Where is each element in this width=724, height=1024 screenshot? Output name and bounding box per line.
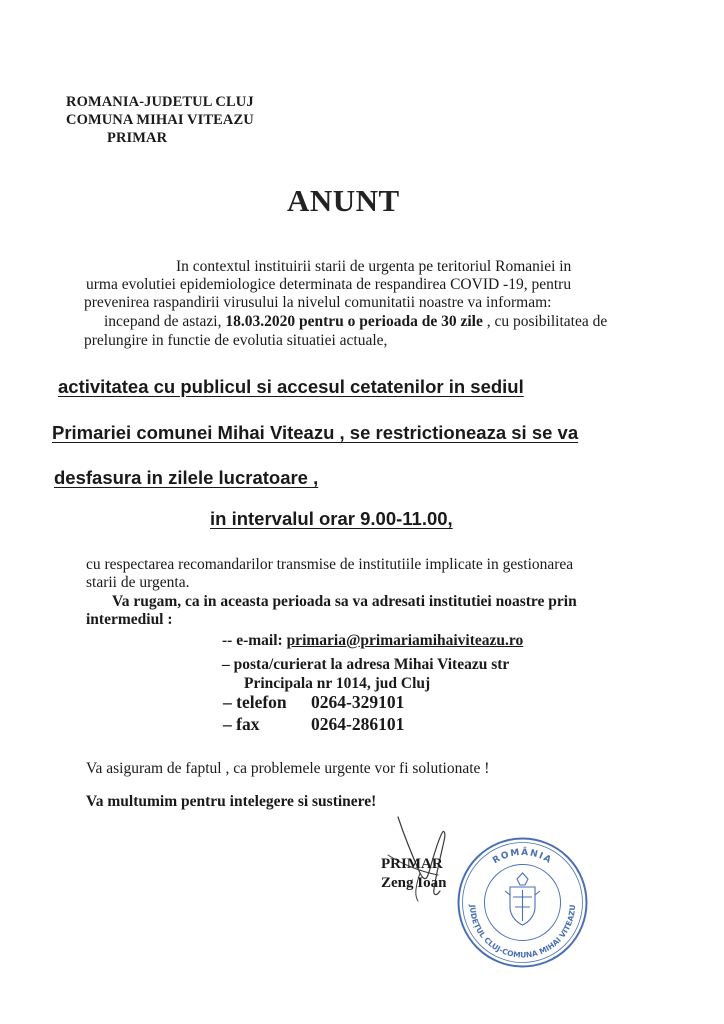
contact-post-line-2: Principala nr 1014, jud Cluj (244, 675, 431, 692)
respect-line-1: cu respectarea recomandarilor transmise de institutiile implicate in gestionarea (86, 556, 574, 573)
email-link[interactable]: primaria@primariamihaiviteazu.ro (286, 632, 524, 649)
intro-line-1: In contextul instituirii starii de urgenta pe teritoriul Romaniei in (176, 258, 572, 275)
intro-line-5: prelungire in functie de evolutia situatiei actuale, (84, 332, 388, 349)
intro-period: 18.03.2020 pentru o perioada de 30 zile (225, 313, 483, 330)
signature-name: Zeng Ioan (381, 875, 447, 891)
closing-assure: Va asiguram de faptul , ca problemele urgente vor fi solutionate ! (86, 760, 490, 777)
intro-line-3: prevenirea raspandirii virusului la nivelul comunitatii noastre va informam: (84, 294, 552, 311)
phone-label: – telefon (223, 692, 287, 712)
contact-email (222, 632, 523, 650)
intro-line-4 (104, 313, 607, 331)
intro-line-2: urma evolutiei epidemiologice determinata de respandirea COVID -19, pentru (86, 276, 572, 293)
header-county: ROMANIA-JUDETUL CLUJ (66, 94, 254, 110)
page-title: ANUNT (287, 183, 400, 218)
signature-role: PRIMAR (381, 856, 443, 872)
highlight-line-2: Primariei comunei Mihai Viteazu , se restrictioneaza si se va (52, 422, 579, 443)
request-line-2: intermediul : (86, 611, 173, 628)
header-commune: COMUNA MIHAI VITEAZU (66, 112, 254, 128)
intro-line-4-start: incepand de astazi, (104, 313, 226, 330)
official-stamp (455, 835, 590, 970)
closing-thanks: Va multumim pentru intelegere si sustinere! (86, 793, 377, 810)
svg-text:ROMÂNIA: ROMÂNIA (491, 847, 554, 867)
contact-phone (223, 692, 404, 713)
svg-text:JUDEȚUL CLUJ-COMUNA MIHAI VITE: JUDEȚUL CLUJ-COMUNA MIHAI VITEAZU (467, 904, 578, 960)
respect-line-2: starii de urgenta. (86, 574, 190, 591)
highlight-line-4: in intervalul orar 9.00-11.00, (210, 508, 453, 529)
intro-line-4-end: , cu posibilitatea de (482, 313, 608, 330)
phone-value: 0264-329101 (311, 692, 405, 712)
fax-label: – fax (223, 714, 260, 734)
request-line-1: Va rugam, ca in aceasta perioada sa va adresati institutiei noastre prin (112, 593, 577, 610)
header-role: PRIMAR (107, 130, 168, 146)
contact-fax (223, 714, 404, 735)
coat-of-arms-icon (505, 873, 540, 925)
highlight-line-3: desfasura in zilele lucratoare , (54, 467, 319, 488)
fax-value: 0264-286101 (311, 714, 405, 734)
highlight-line-1: activitatea cu publicul si accesul cetatenilor in sediul (58, 376, 524, 397)
contact-post-line-1: – posta/curierat la adresa Mihai Viteazu str (222, 656, 510, 673)
email-label: -- e-mail: (222, 632, 287, 649)
